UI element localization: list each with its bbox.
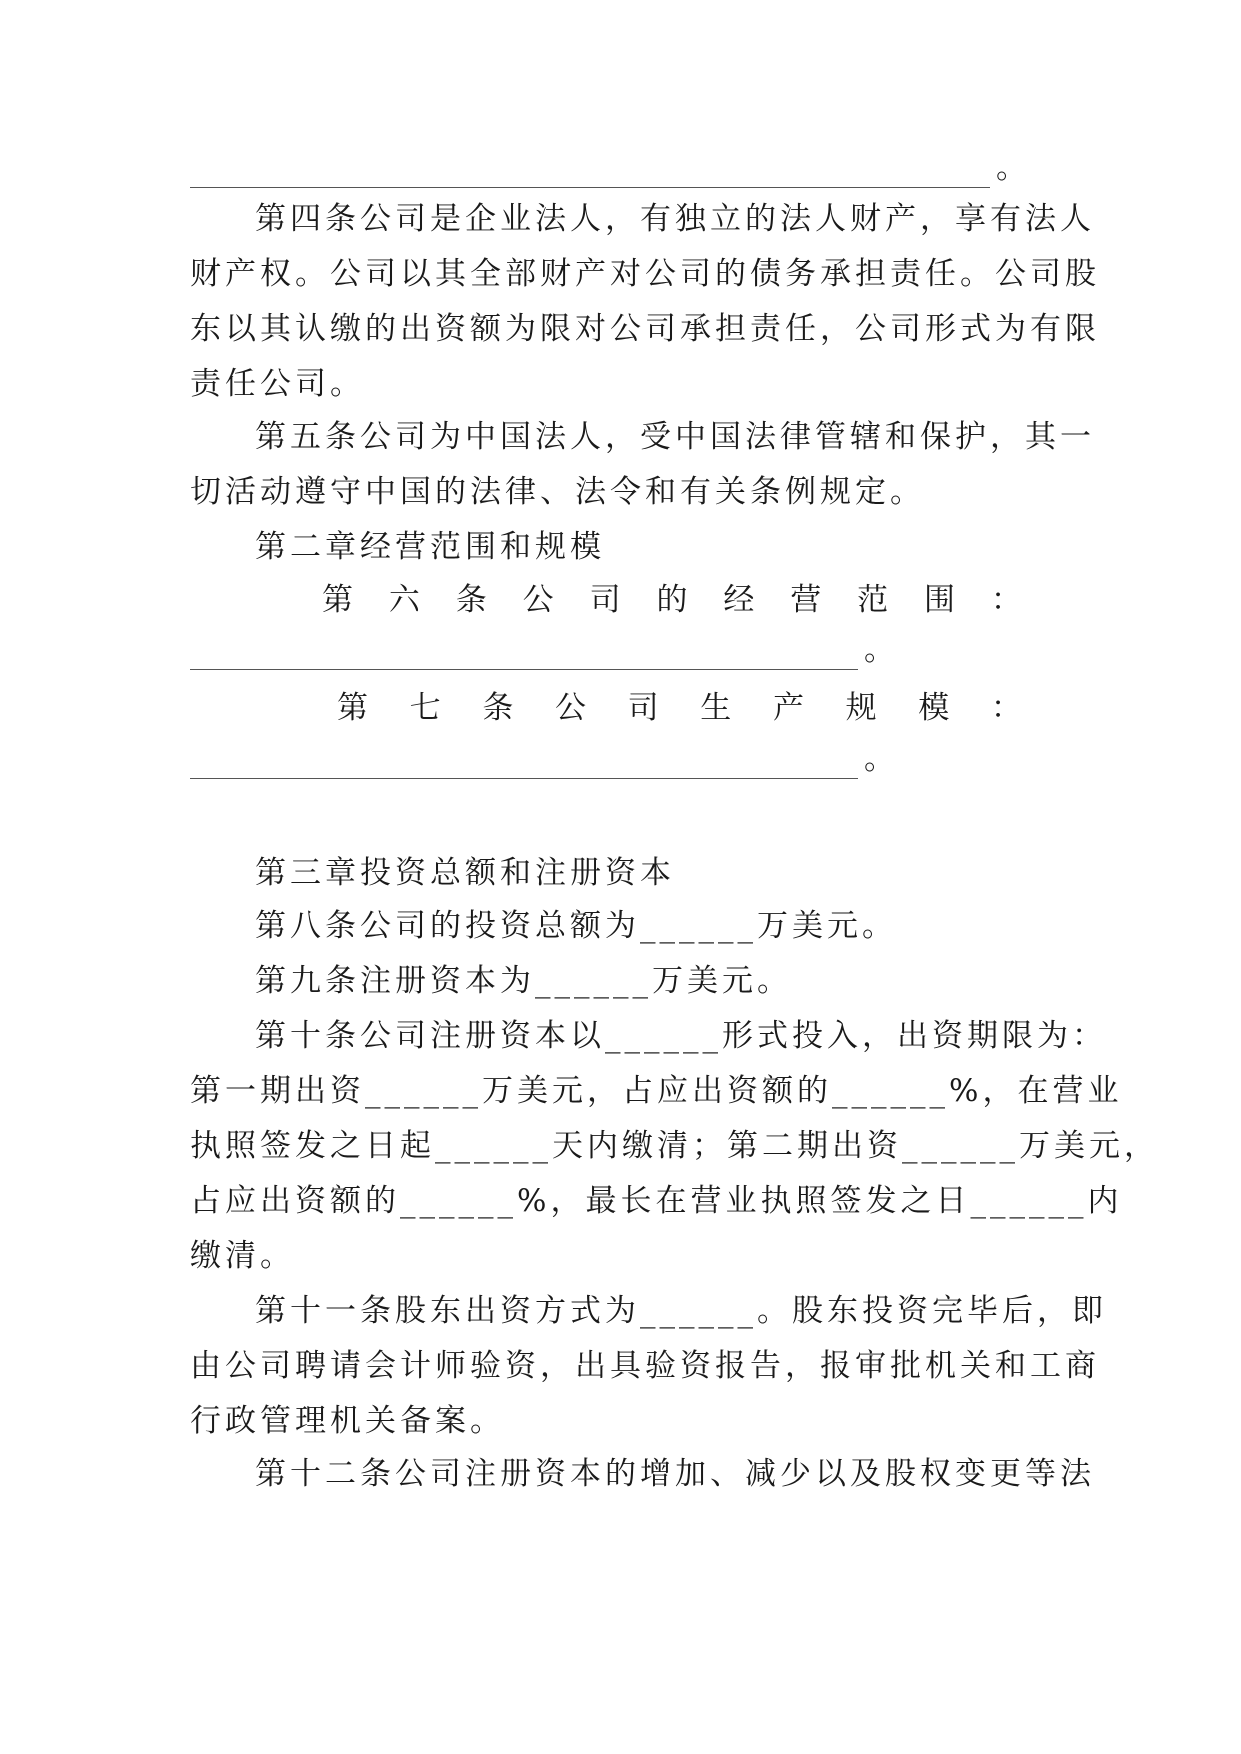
article-6-char: 第 (322, 582, 353, 618)
chapter-3-heading: 第三章投资总额和注册资本 (255, 855, 675, 891)
article-9: 第九条注册资本为______万美元。 (255, 963, 792, 999)
article-7-heading (337, 688, 1022, 728)
article-6-heading (322, 580, 1022, 620)
article-6-char: 经 (723, 582, 755, 618)
article-6-char: 六 (388, 582, 420, 618)
article-7-char: 产 (772, 690, 804, 726)
article-4-line-1: 第四条公司是企业法人，有独立的法人财产，享有法人 (255, 201, 1095, 237)
article-6-char: 范 (857, 582, 889, 618)
article-4-line-2: 财产权。公司以其全部财产对公司的债务承担责任。公司股 (190, 256, 1100, 292)
article-6-char: 条 (455, 582, 487, 618)
article-7-char: 第 (337, 690, 368, 726)
chapter-2-heading: 第二章经营范围和规模 (255, 529, 605, 565)
blank-underline (190, 163, 990, 188)
blank-underline (190, 645, 858, 670)
article-7-char: 七 (409, 690, 441, 726)
article-7-char: 生 (700, 690, 732, 726)
article-6-char: ： (990, 582, 1022, 618)
article-7-char: 规 (845, 690, 877, 726)
blank-fill-line (190, 739, 1050, 779)
line-end-mark: 。 (864, 632, 895, 668)
article-7-char: 司 (627, 690, 659, 726)
article-5-line-2: 切活动遵守中国的法律、法令和有关条例规定。 (190, 474, 925, 510)
article-11-line-1: 第十一条股东出资方式为______。股东投资完毕后，即 (255, 1293, 1107, 1329)
article-6-char: 公 (522, 582, 554, 618)
article-8: 第八条公司的投资总额为______万美元。 (255, 908, 897, 944)
article-4-line-4: 责任公司。 (190, 366, 365, 402)
article-5-line-1: 第五条公司为中国法人，受中国法律管辖和保护，其一 (255, 419, 1095, 455)
blank-underline (190, 754, 858, 779)
line-end-mark: 。 (996, 150, 1027, 186)
article-10-line-2: 第一期出资______万美元，占应出资额的______%，在营业 (190, 1073, 1123, 1109)
blank-fill-line (190, 148, 1050, 188)
article-11-line-2: 由公司聘请会计师验资，出具验资报告，报审批机关和工商 (190, 1348, 1100, 1384)
article-7-char: 公 (554, 690, 586, 726)
article-10-line-1: 第十条公司注册资本以______形式投入，出资期限为： (255, 1018, 1107, 1054)
article-7-char: ： (990, 690, 1022, 726)
article-10-line-4: 占应出资额的______%，最长在营业执照签发之日______内 (190, 1183, 1123, 1219)
article-6-char: 围 (924, 582, 956, 618)
article-4-line-3: 东以其认缴的出资额为限对公司承担责任，公司形式为有限 (190, 311, 1100, 347)
article-7-char: 条 (482, 690, 514, 726)
line-end-mark: 。 (864, 741, 895, 777)
blank-fill-line (190, 630, 1050, 670)
article-12-line-1: 第十二条公司注册资本的增加、减少以及股权变更等法 (255, 1456, 1095, 1492)
article-10-line-5: 缴清。 (190, 1238, 295, 1274)
article-6-char: 的 (656, 582, 688, 618)
article-11-line-3: 行政管理机关备案。 (190, 1403, 505, 1439)
article-10-line-3: 执照签发之日起______天内缴清；第二期出资______万美元， (190, 1128, 1159, 1164)
article-6-char: 司 (589, 582, 621, 618)
article-6-char: 营 (790, 582, 822, 618)
article-7-char: 模 (918, 690, 950, 726)
